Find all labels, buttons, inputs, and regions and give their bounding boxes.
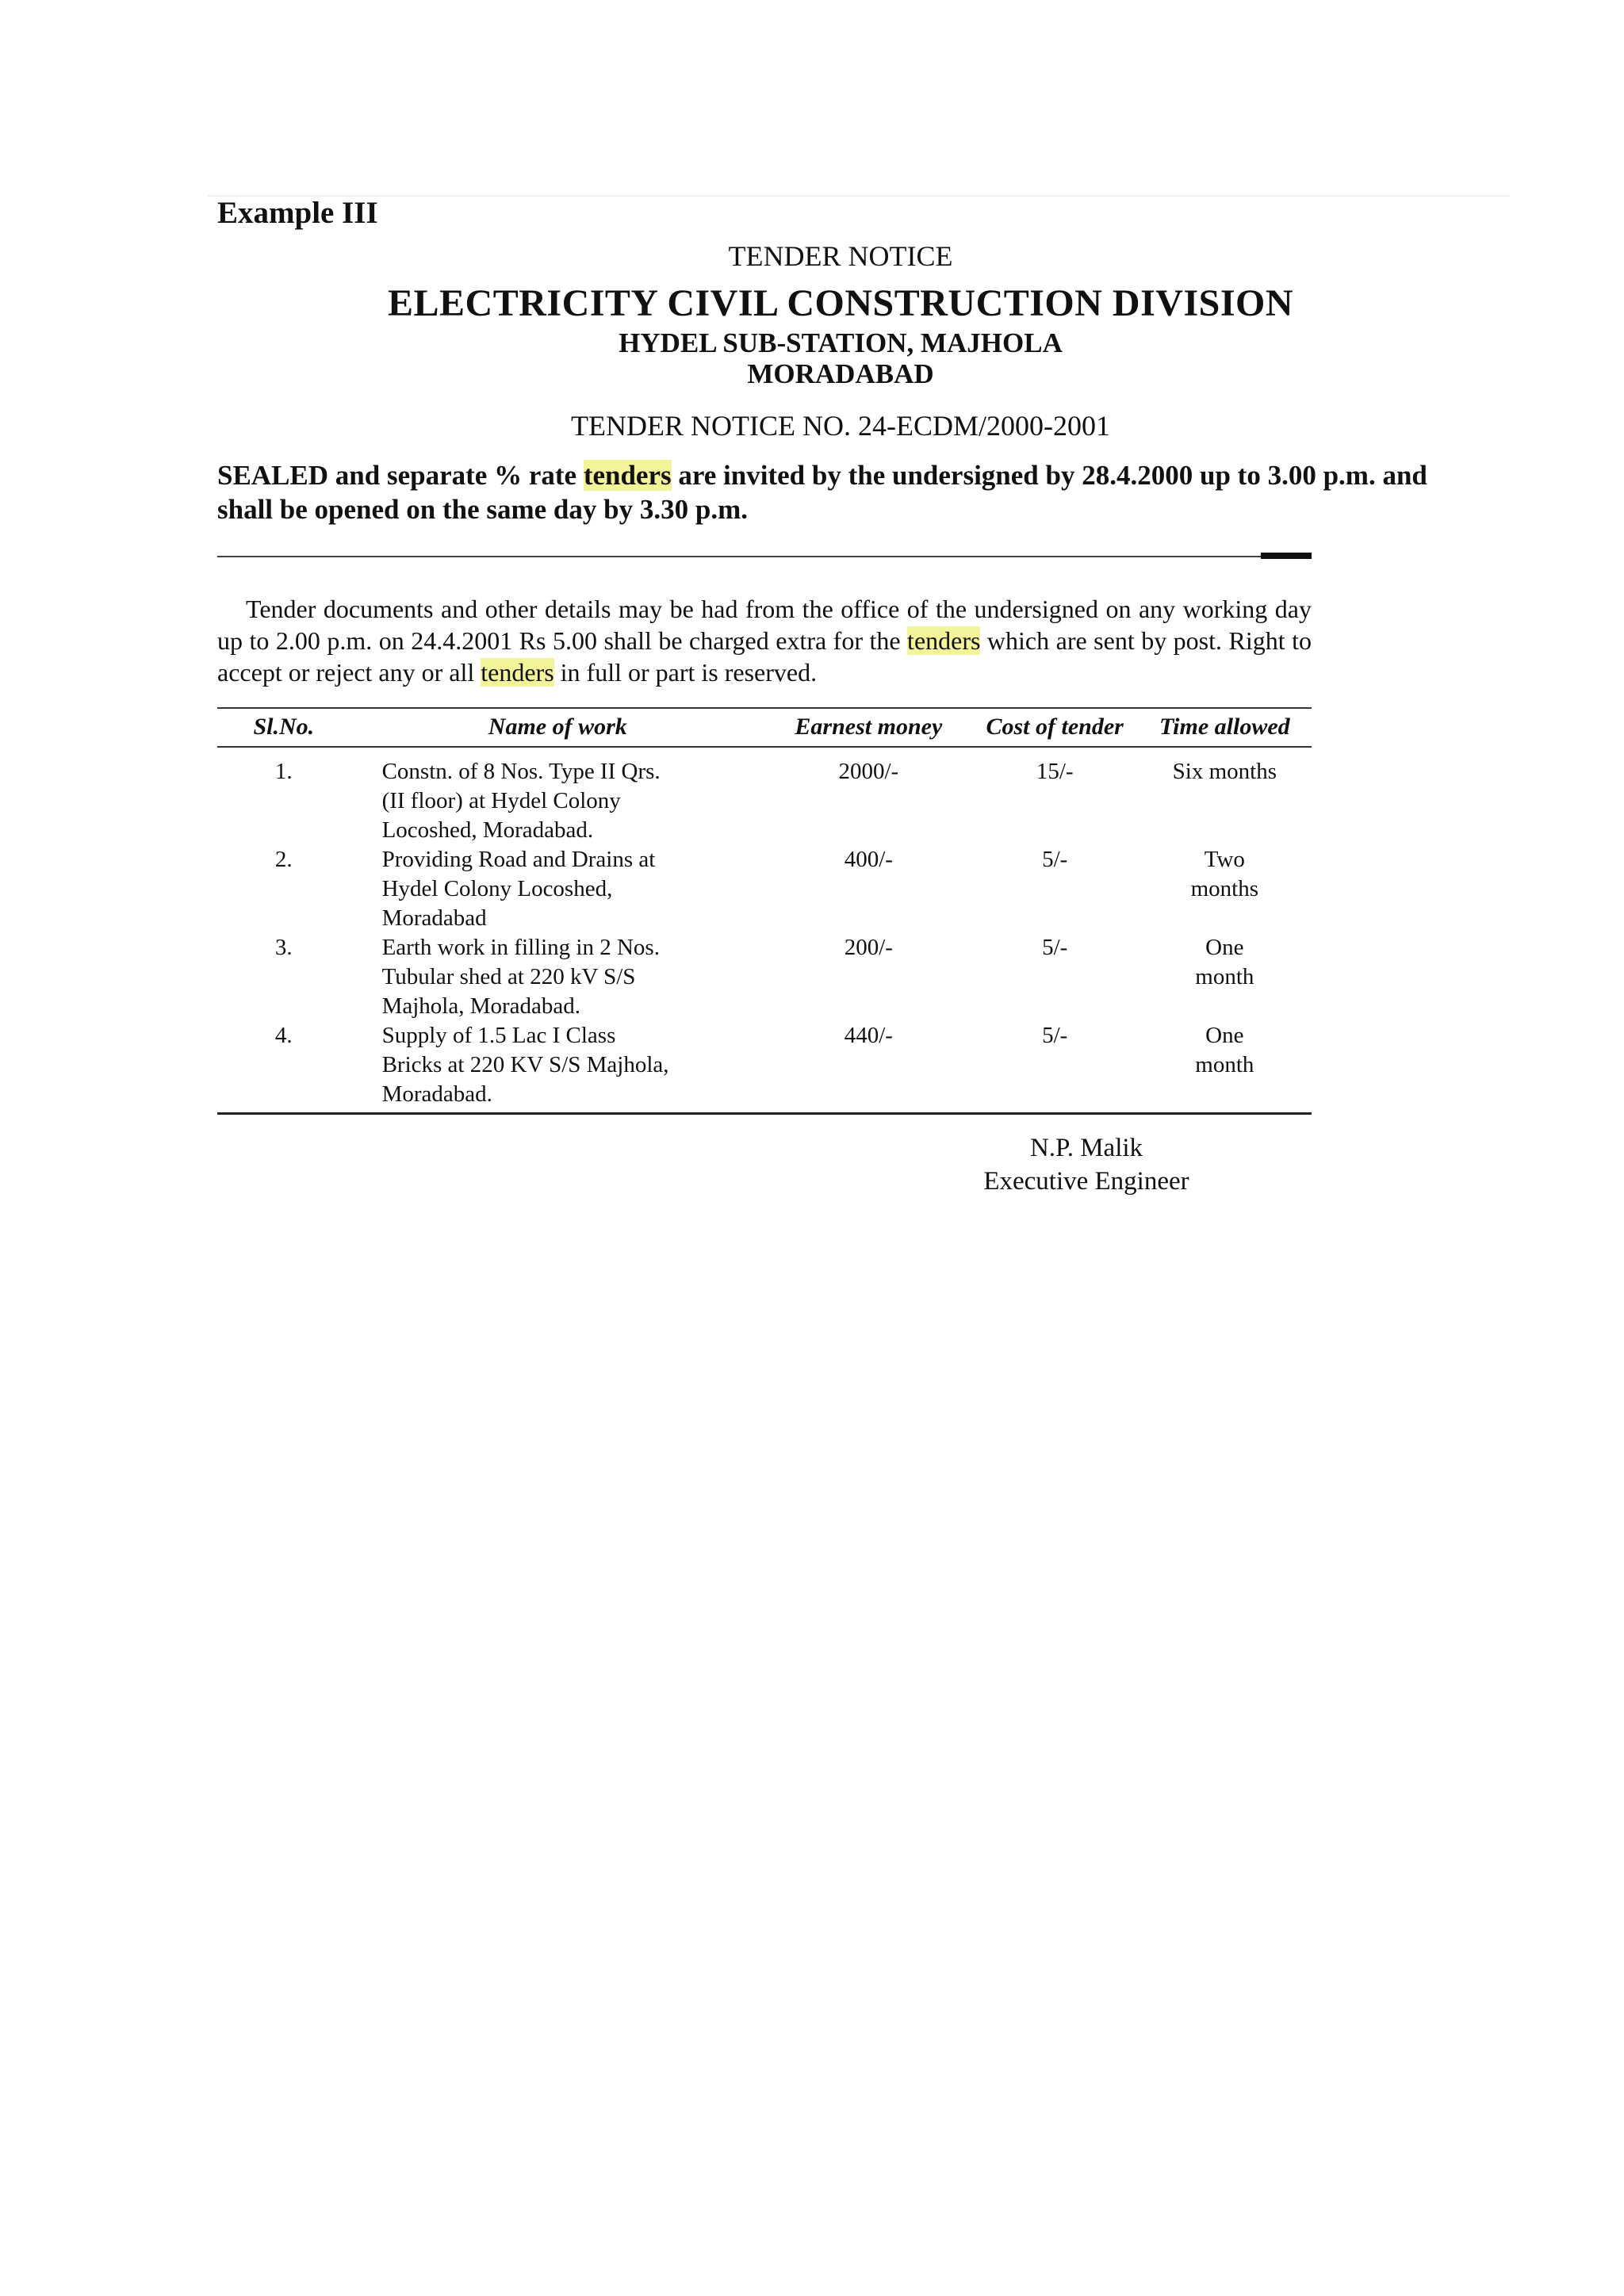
highlighted-word: tenders bbox=[481, 658, 554, 687]
cell-cost-of-tender: 15/- bbox=[1036, 759, 1074, 784]
name-line: Tubular shed at 220 kV S/S bbox=[381, 964, 636, 989]
cell-name-of-work bbox=[350, 845, 765, 933]
table-row bbox=[217, 1021, 1312, 1114]
header-cost-of-tender: Cost of tender bbox=[972, 708, 1138, 747]
works-table bbox=[217, 707, 1312, 1115]
table-row bbox=[217, 933, 1312, 1021]
notice-number: TENDER NOTICE NO. 24-ECDM/2000-2001 bbox=[571, 410, 1110, 442]
time-line: months bbox=[1190, 876, 1259, 901]
city-line: MORADABAD bbox=[747, 358, 934, 389]
sub-station-line: HYDEL SUB-STATION, MAJHOLA bbox=[619, 327, 1063, 358]
time-line: One bbox=[1205, 935, 1244, 960]
name-line: Locoshed, Moradabad. bbox=[381, 817, 594, 843]
name-line: Majhola, Moradabad. bbox=[381, 993, 581, 1019]
cell-earnest-money: 200/- bbox=[844, 935, 893, 960]
section-divider bbox=[217, 556, 1312, 557]
intro-text-2: are invited by the undersigned by 28.4.2000 up to 3.00 p.m. and shall be opened on the same day by 3.30 p.m. bbox=[217, 460, 1427, 525]
name-line: Constn. of 8 Nos. Type II Qrs. bbox=[381, 759, 661, 784]
highlighted-word: tenders bbox=[583, 460, 672, 491]
name-line: Supply of 1.5 Lac I Class bbox=[381, 1023, 616, 1048]
header-name-of-work: Name of work bbox=[350, 708, 765, 747]
cell-time-allowed bbox=[1138, 1021, 1312, 1114]
cell-name-of-work bbox=[350, 747, 765, 845]
signatory-title: Executive Engineer bbox=[983, 1167, 1189, 1196]
cell-sl-no: 2. bbox=[274, 847, 293, 872]
divider-heavy-mark bbox=[1261, 553, 1312, 559]
time-line: Two bbox=[1204, 847, 1245, 872]
signatory-name: N.P. Malik bbox=[1029, 1134, 1143, 1162]
intro-text-1: SEALED and separate % rate bbox=[217, 460, 584, 491]
name-line: Hydel Colony Locoshed, bbox=[381, 876, 613, 901]
intro-paragraph bbox=[217, 458, 1478, 526]
example-label: Example III bbox=[217, 196, 378, 230]
cell-time-allowed bbox=[1138, 845, 1312, 933]
table-row bbox=[217, 845, 1312, 933]
cell-time-allowed bbox=[1138, 747, 1312, 845]
cell-earnest-money: 2000/- bbox=[838, 759, 899, 784]
table-row bbox=[217, 747, 1312, 845]
notice-heading: TENDER NOTICE bbox=[728, 240, 953, 272]
details-text-1: Tender documents and other details may be had from the office of the undersigned on any working day up to 2.00 p.m. on 24.4.2001 Rs 5.00 shall be charged extra for the bbox=[217, 595, 1312, 655]
name-line: Moradabad. bbox=[381, 1081, 492, 1107]
header-earnest-money: Earnest money bbox=[765, 708, 972, 747]
name-line: Bricks at 220 KV S/S Majhola, bbox=[381, 1052, 669, 1077]
details-text-3: in full or part is reserved. bbox=[553, 658, 818, 687]
name-line: (II floor) at Hydel Colony bbox=[381, 788, 621, 813]
cell-earnest-money: 440/- bbox=[765, 1021, 972, 1114]
time-line: month bbox=[1195, 964, 1254, 989]
time-line: Six months bbox=[1172, 759, 1277, 784]
name-line: Providing Road and Drains at bbox=[381, 847, 656, 872]
cell-cost-of-tender: 5/- bbox=[972, 1021, 1138, 1114]
time-line: One bbox=[1205, 1023, 1244, 1048]
header-time-allowed: Time allowed bbox=[1138, 708, 1312, 747]
time-line: month bbox=[1195, 1052, 1254, 1077]
cell-sl-no: 1. bbox=[274, 759, 293, 784]
cell-sl-no: 4. bbox=[217, 1021, 350, 1114]
cell-time-allowed bbox=[1138, 933, 1312, 1021]
details-paragraph bbox=[217, 593, 1312, 688]
cell-name-of-work bbox=[350, 933, 765, 1021]
name-line: Moradabad bbox=[381, 905, 487, 931]
top-page-rule bbox=[208, 195, 1510, 197]
cell-sl-no: 3. bbox=[274, 935, 293, 960]
organization-title: ELECTRICITY CIVIL CONSTRUCTION DIVISION bbox=[388, 282, 1293, 324]
cell-earnest-money: 400/- bbox=[844, 847, 893, 872]
name-line: Earth work in filling in 2 Nos. bbox=[381, 935, 660, 960]
cell-name-of-work bbox=[350, 1021, 765, 1114]
header-sl-no: Sl.No. bbox=[217, 708, 350, 747]
highlighted-word: tenders bbox=[907, 626, 981, 655]
table-header-row bbox=[217, 708, 1312, 747]
cell-cost-of-tender: 5/- bbox=[1042, 847, 1068, 872]
details-text-2: which are sent by post. Right to accept or reject any or all bbox=[217, 626, 1312, 687]
cell-cost-of-tender: 5/- bbox=[1042, 935, 1068, 960]
